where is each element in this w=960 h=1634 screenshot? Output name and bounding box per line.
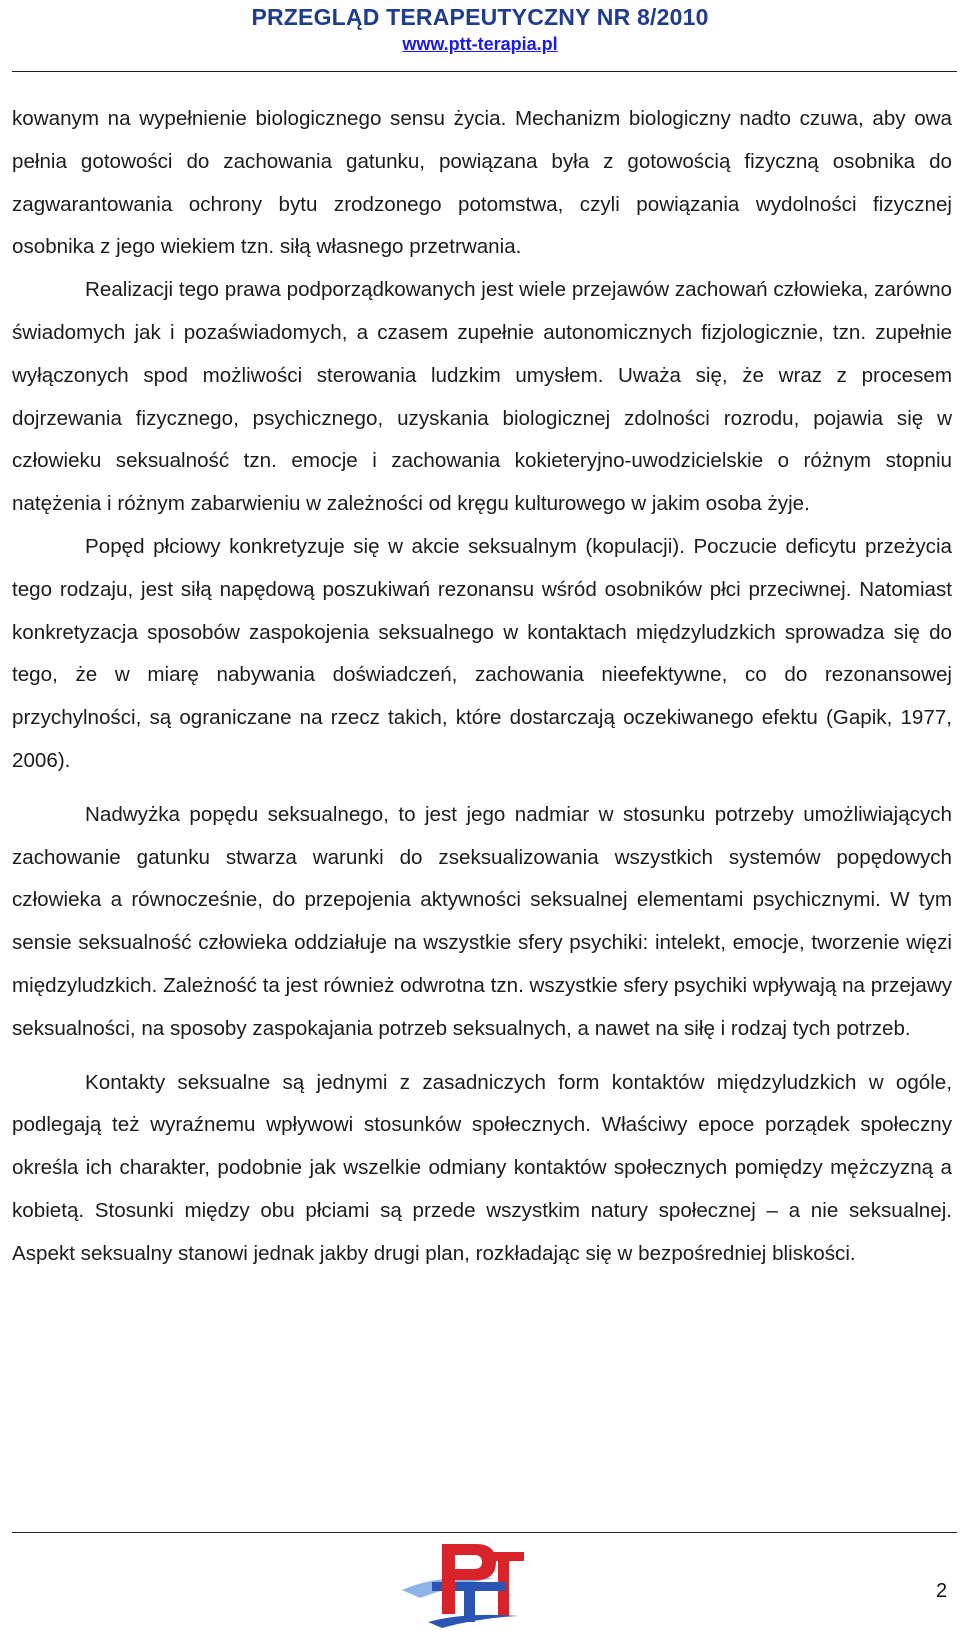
journal-url-link[interactable]: www.ptt-terapia.pl (402, 34, 558, 54)
footer-divider (12, 1532, 957, 1533)
paragraph-4: Nadwyżka popędu seksualnego, to jest jego nadmiar w stosunku potrzeby umożliwiających zachowanie gatunku stwarza warunki do zseksualizowania wszystkich systemów popędowych człowieka a równocześnie, do przepojenia aktywności seksualnej elementami psychicznymi. W tym sensie seksualność człowieka oddziałuje na wszystkie sfery psychiki: intelekt, emocje, tworzenie więzi międzyludzkich. Zależność ta jest również odwrotna tzn. wszystkie sfery psychiki wpływają na przejawy seksualności, na sposoby zaspokajania potrzeb seksualnych, a nawet na siłę i rodzaj tych potrzeb. (12, 802, 952, 1040)
paragraph-5: Kontakty seksualne są jednymi z zasadniczych form kontaktów międzyludzkich w ogóle, podlegają też wyraźnemu wpływowi stosunków społecznych. Właściwy epoce porządek społeczny określa ich charakter, podobnie jak wszelkie odmiany kontaktów społecznych pomiędzy mężczyzną a kobietą. Stosunki między obu płciami są przede wszystkim natury społecznej – a nie seksualnej. Aspekt seksualny stanowi jednak jakby drugi plan, rozkładając się w bezpośredniej bliskości. (12, 1070, 952, 1265)
paragraph-3: Popęd płciowy konkretyzuje się w akcie seksualnym (kopulacji). Poczucie deficytu przeżycia tego rodzaju, jest siłą napędową poszukiwań rezonansu wśród osobników płci przeciwnej. Natomiast konkretyzacja sposobów zaspokojenia seksualnego w kontaktach międzyludzkich sprowadza się do tego, że w miarę nabywania doświadczeń, zachowania nieefektywne, co do rezonansowej przychylności, są ograniczane na rzecz takich, które dostarczają oczekiwanego efektu (Gapik, 1977, 2006). (12, 534, 952, 772)
paragraph-2: Realizacji tego prawa podporządkowanych jest wiele przejawów zachowań człowieka, zarówno świadomych jak i pozaświadomych, a czasem zupełnie autonomicznych fizjologicznie, tzn. zupełnie wyłączonych spod możliwości sterowania ludzkim umysłem. Uważa się, że wraz z procesem dojrzewania fizycznego, psychicznego, uzyskania biologicznej zdolności rozrodu, pojawia się w człowieku seksualność tzn. emocje i zachowania kokieteryjno-uwodzicielskie o różnym stopniu natężenia i różnym zabarwieniu w zależności od kręgu kulturowego w jakim osoba żyje. (12, 278, 952, 516)
ptt-logo-icon (398, 1538, 548, 1628)
header-divider (12, 71, 957, 72)
journal-title: PRZEGLĄD TERAPEUTYCZNY NR 8/2010 (251, 4, 709, 30)
article-body (12, 98, 952, 1276)
paragraph-1: kowanym na wypełnienie biologicznego sensu życia. Mechanizm biologiczny nadto czuwa, aby owa pełnia gotowości do zachowania gatunku, powiązana była z gotowością fizyczną osobnika do zagwarantowania ochrony bytu zrodzonego potomstwa, czyli powiązania wydolności fizycznej osobnika z jego wiekiem tzn. siłą własnego przetrwania. (12, 107, 952, 259)
page-number: 2 (936, 1580, 948, 1602)
